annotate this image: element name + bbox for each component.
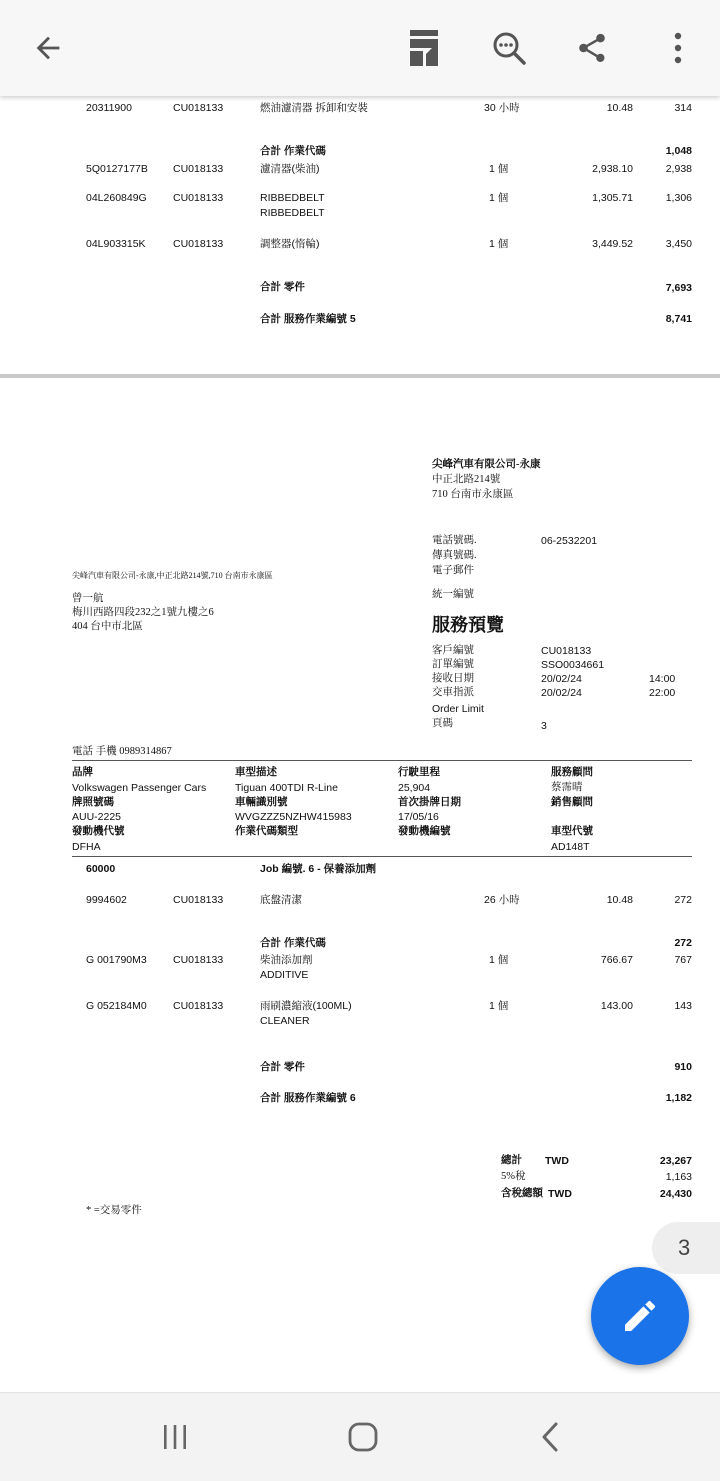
mileage-label: 行駛里程 [398,767,440,778]
divider [72,760,692,761]
item-quantity: 1 個 [489,163,509,175]
fax-label: 傳真號碼. [432,550,477,561]
unit-price: 3,449.52 [592,238,633,250]
part-number: 9994602 [86,894,127,906]
advisor-value: 蔡霈晴 [551,782,583,793]
back-button[interactable] [22,22,74,74]
more-vert-icon [673,31,683,65]
item-quantity: 1 個 [489,192,509,204]
brand-value: Volkswagen Passenger Cars [72,782,207,794]
job-type-label: 作業代碼類型 [235,826,298,837]
more-options-button[interactable] [652,22,704,74]
part-number: 20311900 [86,102,132,114]
customer-code: CU018133 [173,102,224,114]
parts-total-amount: 910 [674,1061,692,1073]
plate-label: 牌照號碼 [72,797,114,808]
back-icon [539,1421,561,1453]
customer-code: CU018133 [173,163,224,175]
parts-total-label: 合計 零件 [260,1061,305,1073]
part-number: G 001790M3 [86,954,147,966]
vin-label: 車輛識別號 [235,797,288,808]
customer-no: CU018133 [541,645,592,657]
top-app-bar [0,0,720,96]
line-amount: 3,450 [665,238,692,250]
engine-no-label: 發動機編號 [398,826,451,837]
sales-label: 銷售顧問 [551,797,593,808]
line-amount: 314 [674,102,692,114]
item-description: 柴油添加劑 [260,954,313,966]
line-amount: 1,306 [665,192,692,204]
unit-price: 1,305.71 [592,192,633,204]
service-total-label: 合計 服務作業編號 5 [260,313,356,325]
delivery-label: 交車指派 [432,687,474,698]
item-description: 調整器(惰輪) [260,238,320,250]
job-title: Job 編號. 6 - 保養添加劑 [260,863,377,875]
customer-code: CU018133 [173,192,224,204]
item-quantity: 26 小時 [484,894,520,906]
job-total-amount: 1,048 [665,145,692,157]
divider [72,856,692,857]
item-quantity: 1 個 [489,238,509,250]
customer-name: 曾一航 [72,593,104,604]
footnote: * =交易零件 [86,1205,142,1216]
total-amount: 23,267 [659,1155,692,1167]
page-indicator [652,1222,720,1274]
book-view-button[interactable] [399,22,451,74]
item-description: 雨刷濃縮液(100ML) [260,1000,352,1012]
page-separator [0,374,720,378]
unit-price: 10.48 [606,102,633,114]
tax-id-label: 統一編號 [432,589,474,600]
total-currency: TWD [545,1155,569,1167]
nav-back-button[interactable] [520,1413,580,1461]
item-quantity: 30 小時 [484,102,520,114]
customer-code: CU018133 [173,1000,224,1012]
registration-value: 17/05/16 [398,811,439,823]
job-total-label: 合計 作業代碼 [260,937,326,949]
home-icon [347,1421,379,1453]
unit-price: 2,938.10 [592,163,633,175]
line-amount: 767 [674,954,692,966]
customer-address-2: 404 台中市北區 [72,621,143,632]
customer-phone: 電話 手機 0989314867 [72,746,172,757]
item-description-line2: CLEANER [260,1015,310,1027]
customer-code: CU018133 [173,954,224,966]
item-quantity: 1 個 [489,1000,509,1012]
phone-label: 電話號碼. [432,535,477,546]
job-code: 60000 [86,863,116,875]
service-total-amount: 1,182 [665,1092,692,1104]
mileage-value: 25,904 [398,782,431,794]
document-title: 服務預覽 [432,615,504,635]
item-description-line2: RIBBEDBELT [260,207,325,219]
vin-value: WVGZZZ5NZHW415983 [235,811,352,823]
received-time: 14:00 [649,673,676,685]
service-total-label: 合計 服務作業編號 6 [260,1092,356,1104]
page-no-label: 頁碼 [432,718,453,729]
arrow-left-icon [31,31,65,65]
grand-total-currency: TWD [548,1188,572,1200]
home-button[interactable] [333,1413,393,1461]
service-total-amount: 8,741 [665,313,692,325]
customer-no-label: 客戶編號 [432,645,474,656]
dealer-phone: 06-2532201 [541,535,598,547]
item-quantity: 1 個 [489,954,509,966]
advisor-label: 服務顧問 [551,767,593,778]
part-number: 04L903315K [86,238,146,250]
document-viewer[interactable] [0,96,720,1392]
line-amount: 2,938 [665,163,692,175]
recent-apps-button[interactable] [145,1413,205,1461]
unit-price: 10.48 [606,894,633,906]
model-value: Tiguan 400TDI R-Line [235,782,338,794]
search-button[interactable] [483,22,535,74]
job-total-amount: 272 [674,937,692,949]
part-number: 5Q0127177B [86,163,148,175]
item-description-line2: ADDITIVE [260,969,309,981]
search-icon [491,30,527,66]
order-limit-label: Order Limit [432,703,484,715]
engine-code-value: DFHA [72,841,101,853]
unit-price: 143.00 [600,1000,633,1012]
edit-fab-button[interactable] [591,1267,689,1365]
registration-label: 首次掛牌日期 [398,797,461,808]
email-label: 電子郵件 [432,565,474,576]
type-code-label: 車型代號 [551,826,593,837]
dealer-city: 710 台南市永康區 [432,489,514,500]
part-number: 04L260849G [86,192,147,204]
page-indicator-number: 3 [678,1235,691,1260]
item-description: 燃油濾清器 拆卸和安裝 [260,102,368,114]
edit-icon [620,1296,660,1336]
unit-price: 766.67 [600,954,633,966]
customer-code: CU018133 [173,238,224,250]
job-total-label: 合計 作業代碼 [260,145,326,157]
delivery-date: 20/02/24 [541,687,582,699]
grand-total-label: 含稅總額 [501,1188,543,1199]
share-icon [575,31,609,65]
delivery-time: 22:00 [649,687,676,699]
item-description: RIBBEDBELT [260,192,325,204]
share-button[interactable] [566,22,618,74]
received-date: 20/02/24 [541,673,582,685]
brand-label: 品牌 [72,767,93,778]
system-navigation-bar [0,1392,720,1481]
dealer-street: 中正北路214號 [432,474,501,485]
book-view-icon [410,30,440,66]
engine-code-label: 發動機代號 [72,826,125,837]
return-address: 尖峰汽車有限公司-永康,中正北路214號,710 台南市永康區 [72,571,273,580]
plate-value: AUU-2225 [72,811,122,823]
grand-total-amount: 24,430 [659,1188,692,1200]
parts-total-amount: 7,693 [665,282,692,294]
model-label: 車型描述 [235,767,277,778]
parts-total-label: 合計 零件 [260,281,305,293]
received-date-label: 接收日期 [432,673,474,684]
recent-apps-icon [161,1423,189,1451]
item-description: 濾清器(柴油) [260,163,320,175]
customer-code: CU018133 [173,894,224,906]
order-no: SSO0034661 [541,659,605,671]
line-amount: 272 [674,894,692,906]
order-no-label: 訂單編號 [432,659,474,670]
total-label: 總計 [501,1155,522,1166]
part-number: G 052184M0 [86,1000,147,1012]
page-no: 3 [541,720,547,732]
type-code-value: AD148T [551,841,590,853]
tax-amount: 1,163 [665,1171,692,1183]
dealer-name: 尖峰汽車有限公司-永康 [432,459,541,470]
line-amount: 143 [674,1000,692,1012]
tax-label: 5%稅 [501,1171,526,1182]
item-description: 底盤清潔 [260,894,302,906]
customer-address-1: 梅川西路四段232之1號九樓之6 [72,607,214,618]
